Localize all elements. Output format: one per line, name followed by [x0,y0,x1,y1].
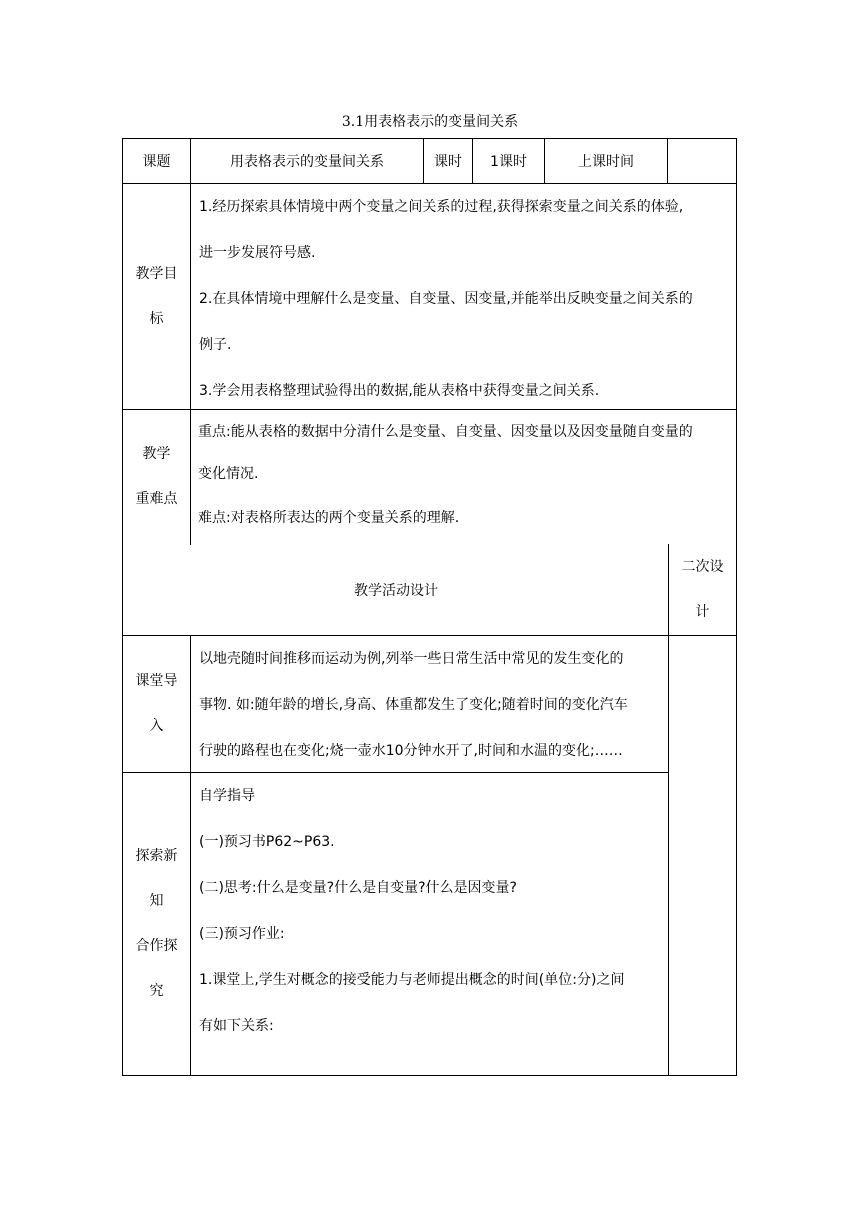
objective-line-5: 3.学会用表格整理试验得出的数据,能从表格中获得变量之间关系. [199,383,600,399]
second-design-line-2: 计 [695,603,710,620]
explore-line-2: (一)预习书P62~P63. [199,834,335,850]
second-design-column [668,635,737,1076]
keypoints-label-line-1: 教学 [142,446,171,462]
keypoints-content-cell [190,409,737,545]
intro-line-2: 事物. 如:随年龄的增长,身高、体重都发生了变化;随着时间的变化汽车 [199,697,628,713]
objective-line-1: 1.经历探索具体情境中两个变量之间关系的过程,获得探索变量之间关系的体验, [199,199,684,215]
period-label-cell [423,138,473,184]
intro-label-line-2: 入 [149,718,164,734]
activity-header-label: 教学活动设计 [354,582,438,599]
explore-label-line-2: 知 [149,893,164,909]
explore-line-4: (三)预习作业: [199,926,285,942]
explore-label-cell [122,772,191,1076]
topic-label: 课题 [142,154,171,170]
objectives-content-cell [190,183,737,410]
time-value-cell [667,138,737,184]
explore-line-6: 有如下关系: [199,1018,274,1034]
period-value-cell [472,138,545,184]
intro-content-cell [190,635,669,773]
objective-line-4: 例子. [199,337,232,353]
lesson-plan-table [122,138,737,1076]
explore-line-3: (二)思考:什么是变量?什么是自变量?什么是因变量? [199,880,517,896]
topic-value: 用表格表示的变量间关系 [230,154,384,170]
topic-label-cell [122,138,191,184]
activity-header-cell [122,544,669,636]
keypoint-line-3: 难点:对表格所表达的两个变量关系的理解. [198,510,460,526]
objectives-label-line-1: 教学目 [135,265,178,282]
intro-label-line-1: 课堂导 [135,673,178,689]
intro-line-3: 行驶的路程也在变化;烧一壶水10分钟水开了,时间和水温的变化;…… [199,743,623,759]
time-label-cell [544,138,668,184]
keypoint-line-2: 变化情况. [198,466,259,482]
keypoints-label-cell [122,409,191,545]
objectives-label-line-2: 标 [149,310,164,327]
explore-label-line-1: 探索新 [135,848,178,864]
keypoints-label-line-2: 重难点 [135,491,178,507]
explore-content-cell [190,772,669,1076]
document-title: 3.1用表格表示的变量间关系 [341,114,519,130]
objective-line-2: 进一步发展符号感. [199,245,316,261]
objectives-label-cell [122,183,191,410]
keypoints-divider-stub [190,409,191,545]
intro-line-1: 以地壳随时间推移而运动为例,列举一些日常生活中常见的发生变化的 [199,651,624,667]
period-label: 课时 [434,154,462,170]
explore-line-1: 自学指导 [199,788,255,804]
explore-line-5: 1.课堂上,学生对概念的接受能力与老师提出概念的时间(单位:分)之间 [199,972,625,988]
objective-line-3: 2.在具体情境中理解什么是变量、自变量、因变量,并能举出反映变量之间关系的 [199,291,693,307]
second-design-cell [668,544,737,636]
explore-label-line-4: 究 [149,983,164,999]
keypoint-line-1: 重点:能从表格的数据中分清什么是变量、自变量、因变量以及因变量随自变量的 [198,424,693,440]
period-value: 1课时 [490,154,527,170]
intro-label-cell [122,635,191,773]
topic-value-cell [190,138,424,184]
explore-label-line-3: 合作探 [135,938,178,954]
second-design-line-1: 二次设 [681,558,724,575]
time-label: 上课时间 [578,154,634,170]
